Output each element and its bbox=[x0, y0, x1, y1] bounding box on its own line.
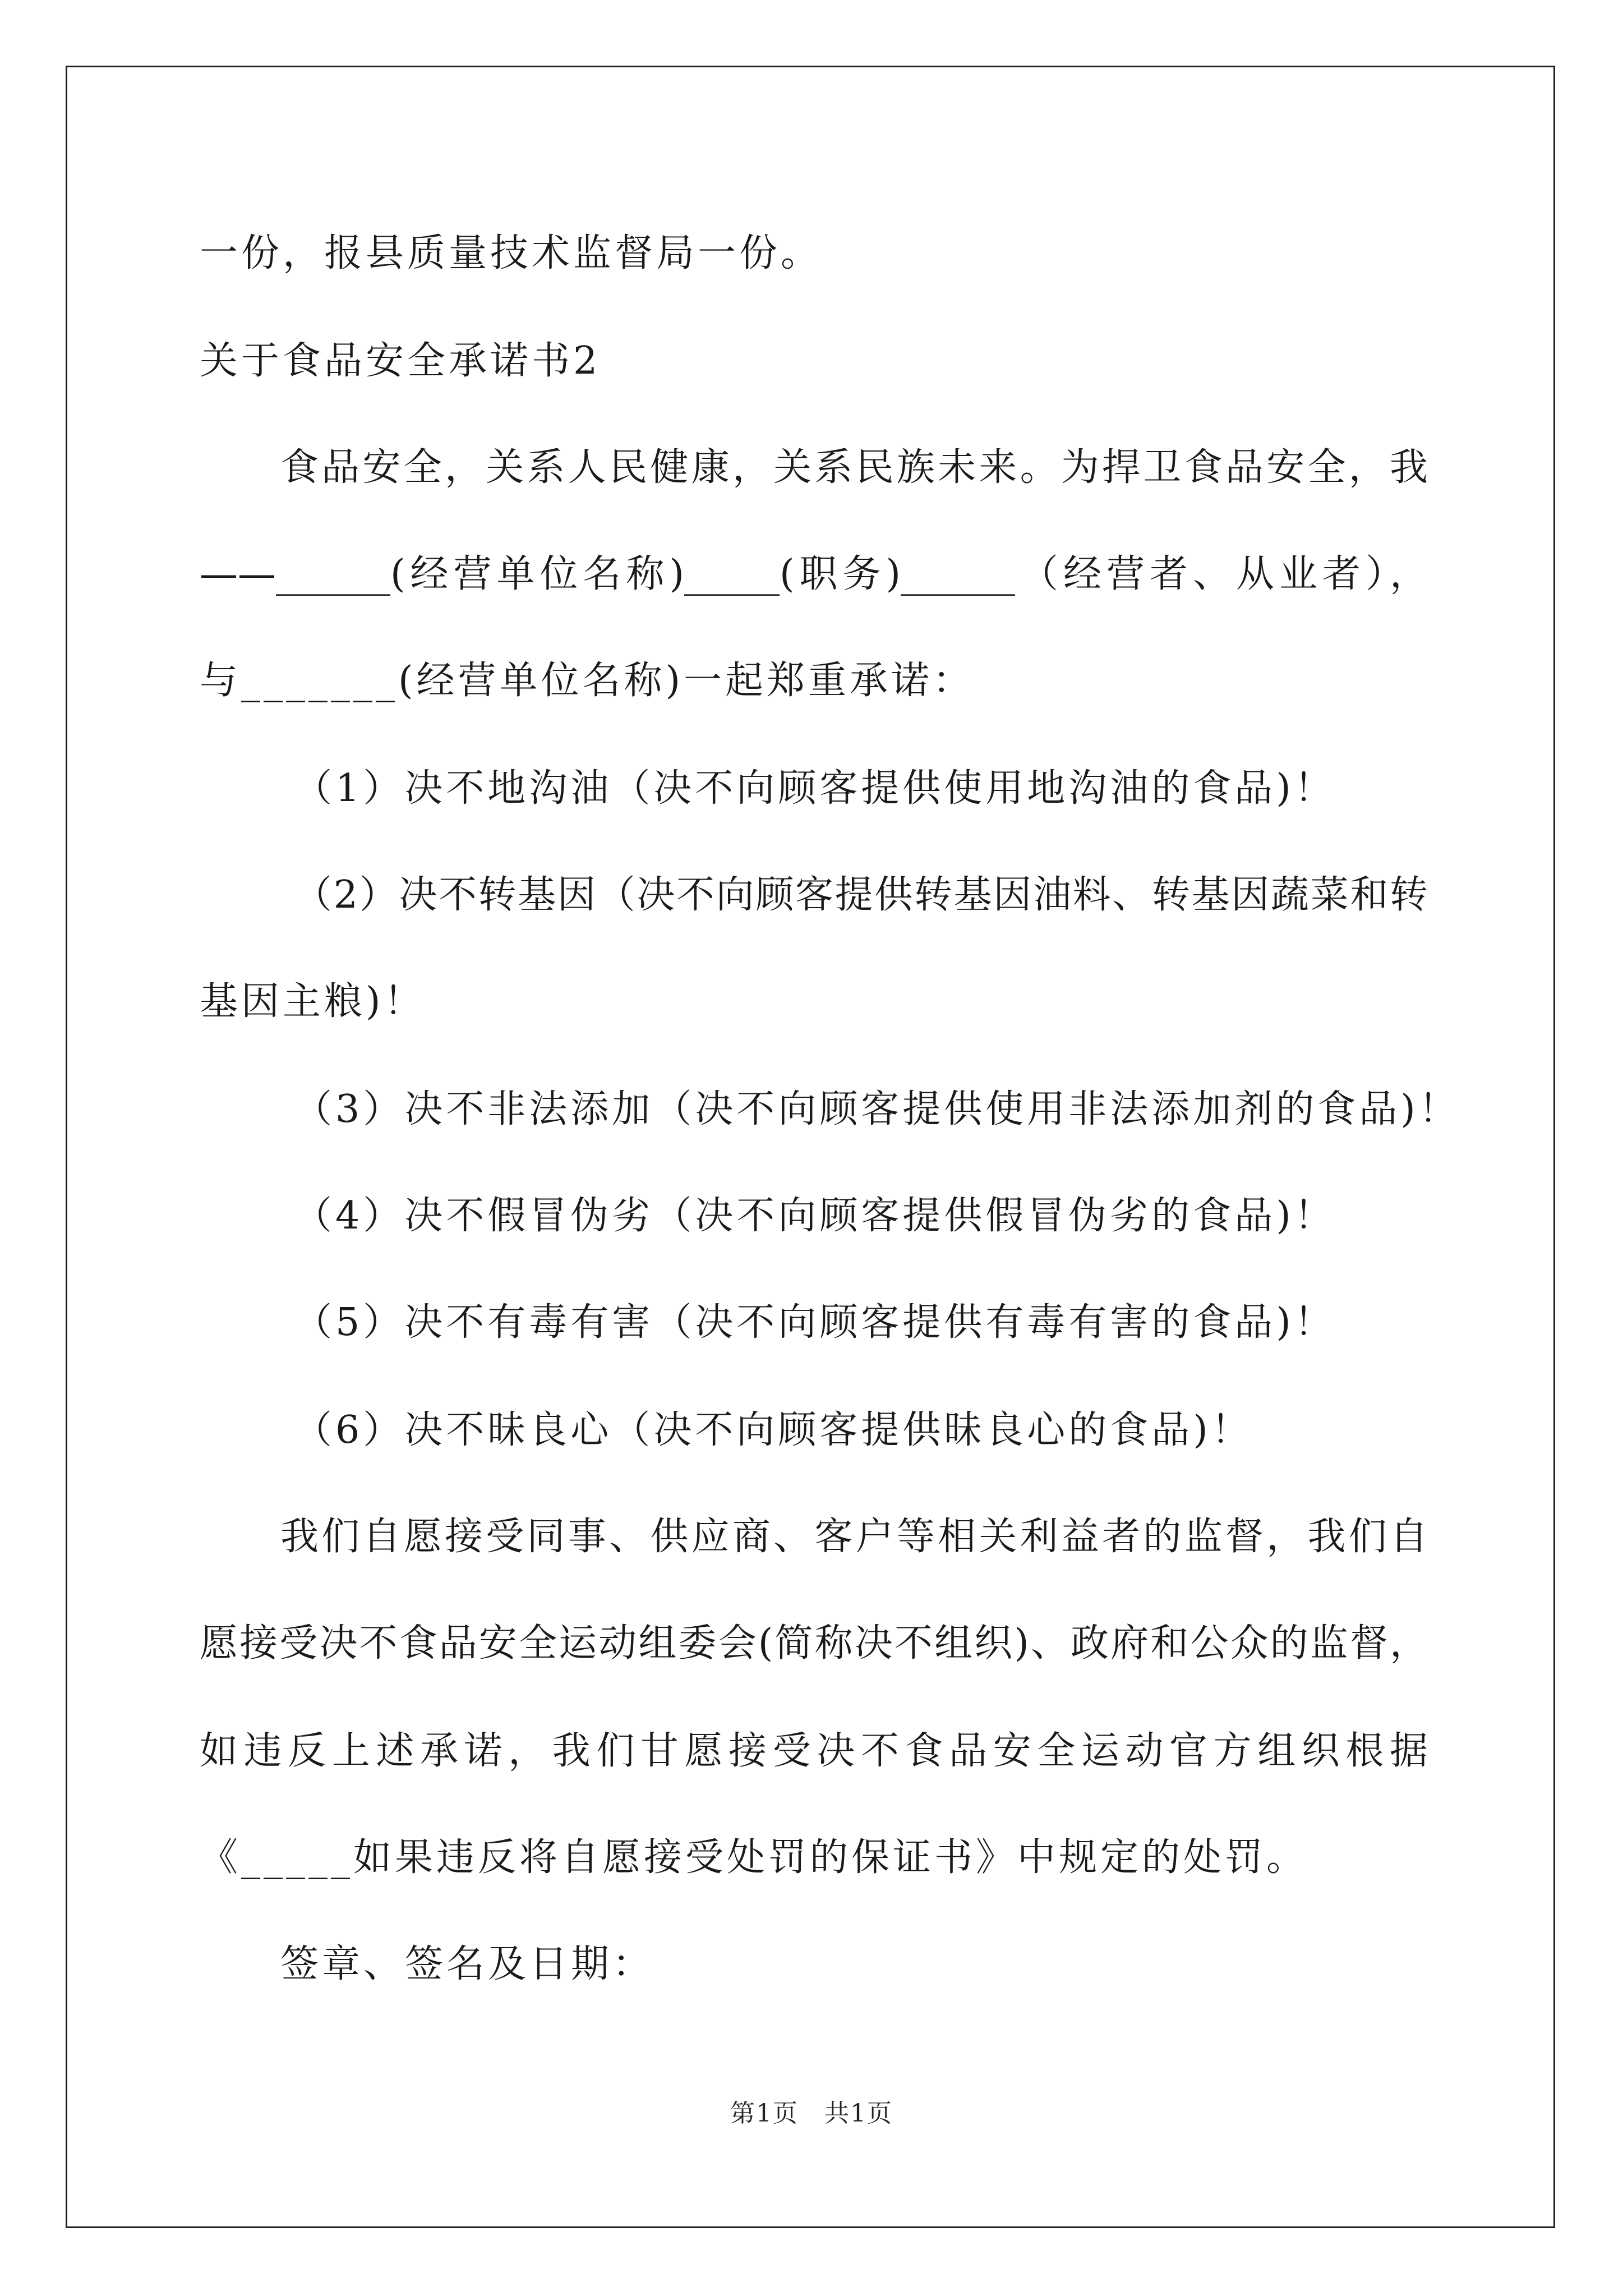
paragraph-intro-line-2: ——______(经营单位名称)_____(职务)______（经营者、从业者）， bbox=[200, 552, 1428, 596]
paragraph-supervision-line-2: 愿接受决不食品安全运动组委会(简称决不组织)、政府和公众的监督， bbox=[200, 1621, 1428, 1665]
pledge-item-2-line-2: 基因主粮)！ bbox=[200, 979, 426, 1024]
section-title: 关于食品安全承诺书2 bbox=[200, 339, 601, 383]
pledge-item-5: （5）决不有毒有害（决不向顾客提供有毒有害的食品)！ bbox=[294, 1300, 1336, 1345]
paragraph-intro-line-3: 与_______(经营单位名称)一起郑重承诺： bbox=[200, 659, 975, 703]
page-border bbox=[66, 66, 1555, 2228]
paragraph-supervision-line-3: 如违反上述承诺，我们甘愿接受决不食品安全运动官方组织根据 bbox=[200, 1729, 1428, 1773]
pledge-item-3: （3）决不非法添加（决不向顾客提供使用非法添加剂的食品)！ bbox=[294, 1087, 1460, 1131]
page-number-footer: 第1页 共1页 bbox=[730, 2099, 893, 2128]
paragraph-supervision-line-4: 《_____如果违反将自愿接受处罚的保证书》中规定的处罚。 bbox=[200, 1835, 1308, 1880]
signature-line: 签章、签名及日期： bbox=[280, 1942, 654, 1986]
paragraph-intro-line-1: 食品安全，关系人民健康，关系民族未来。为捍卫食品安全，我 bbox=[280, 445, 1428, 490]
pledge-item-6: （6）决不昧良心（决不向顾客提供昧良心的食品)！ bbox=[294, 1408, 1253, 1452]
pledge-item-2-line-1: （2）决不转基因（决不向顾客提供转基因油料、转基因蔬菜和转 bbox=[294, 873, 1428, 917]
pledge-item-4: （4）决不假冒伪劣（决不向顾客提供假冒伪劣的食品)！ bbox=[294, 1194, 1336, 1238]
text-line-continuation: 一份，报县质量技术监督局一份。 bbox=[200, 231, 823, 275]
paragraph-supervision-line-1: 我们自愿接受同事、供应商、客户等相关利益者的监督，我们自 bbox=[280, 1515, 1428, 1559]
pledge-item-1: （1）决不地沟油（决不向顾客提供使用地沟油的食品)！ bbox=[294, 766, 1336, 811]
